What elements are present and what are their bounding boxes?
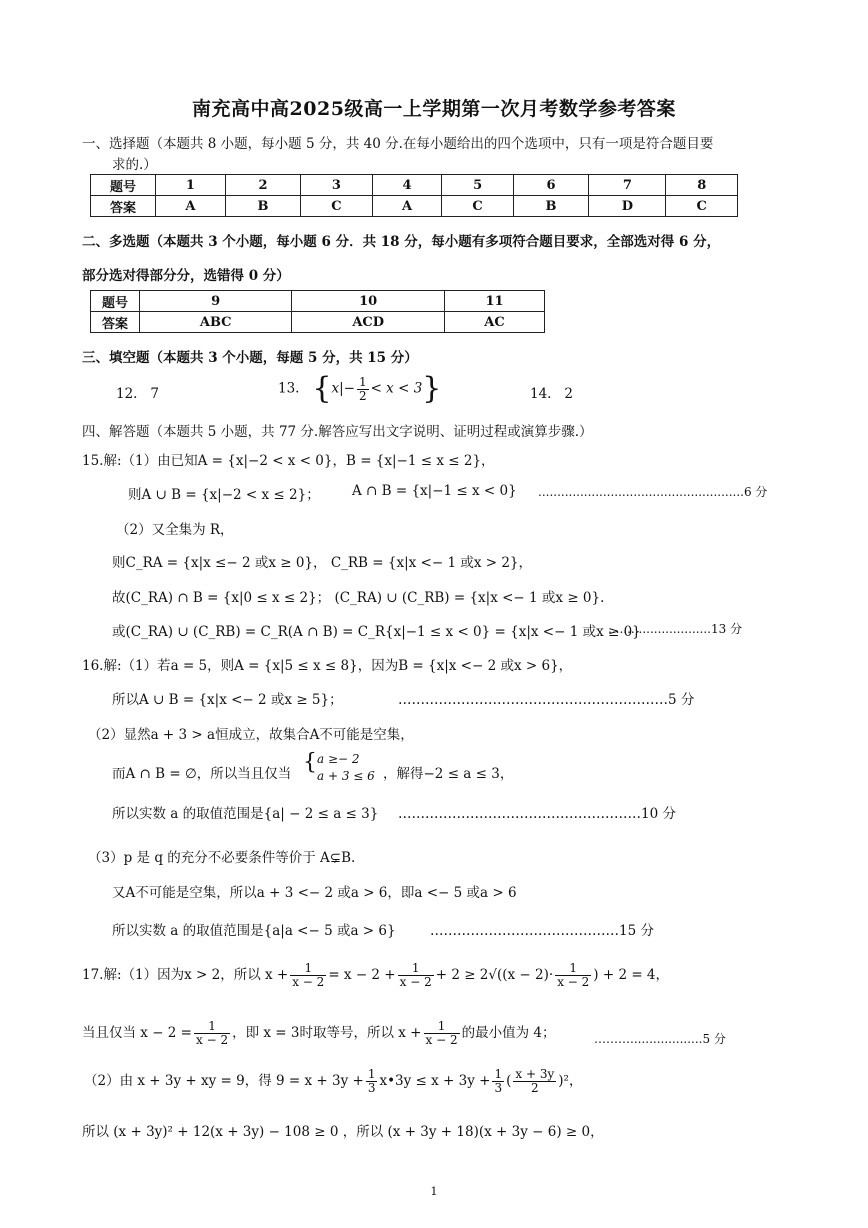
- table-cell: A: [156, 196, 226, 217]
- table-cell: 6: [513, 175, 588, 196]
- solution-line: 故(C_RA) ∩ B = {x|0 ≤ x ≤ 2}； (C_RA) ∪ (C_RB) = {x|x <− 1 或x ≥ 0}.: [112, 590, 605, 606]
- answer-value: 2: [564, 386, 573, 402]
- answer-12: [116, 386, 159, 402]
- question-number: 13.: [278, 380, 300, 397]
- solution-line: （2）由 x + 3y + xy = 9，得 9 = x + 3y + $\frac{1}{3}$ x•3y ≤ x + 3y + $\frac{1}{3}$ ( $\frac{x + 3y}{2}$ )²，: [84, 1067, 583, 1095]
- question-number: 12.: [116, 386, 138, 402]
- table-cell: 题号: [91, 175, 156, 196]
- solution-line: 所以 (x + 3y)² + 12(x + 3y) − 108 ≥ 0 ，所以 (x + 3y + 18)(x + 3y − 6) ≥ 0，: [82, 1124, 604, 1140]
- left-brace: {: [312, 371, 332, 406]
- answer-value: 7: [150, 386, 159, 402]
- table-cell: 答案: [91, 196, 156, 217]
- solution-line: （2）显然a + 3 > a恒成立，故集合A不可能是空集，: [88, 727, 414, 743]
- table-cell: AC: [445, 312, 545, 333]
- score-marker: ……………………………………………………5 分: [398, 692, 695, 708]
- table-cell: A: [372, 196, 442, 217]
- solution-line: ，解得−2 ≤ a ≤ 3，: [383, 766, 514, 782]
- right-brace: }: [422, 371, 442, 406]
- section4-heading: 四、解答题（本题共 5 小题，共 77 分.解答应写出文字说明、证明过程或演算步骤.）: [82, 424, 593, 440]
- question-number: 14.: [530, 386, 552, 402]
- section2-heading-cont: 部分选对得部分分，选错得 0 分）: [82, 268, 290, 284]
- table-cell: B: [513, 196, 588, 217]
- section3-heading: 三、填空题（本题共 3 个小题，每题 5 分，共 15 分）: [82, 350, 418, 366]
- section1-heading-cont: 求的.）: [112, 157, 157, 173]
- table-cell: D: [589, 196, 666, 217]
- solution-line: 16.解:（1）若a = 5，则A = {x|5 ≤ x ≤ 8}，因为B = {x|x <− 2 或x > 6}，: [82, 658, 573, 674]
- score-marker: ……………………………………15 分: [430, 923, 654, 939]
- solution-line: 所以实数 a 的取值范围是{a|a <− 5 或a > 6}: [112, 923, 396, 939]
- table-cell: 11: [445, 291, 545, 312]
- solution-line: A ∩ B = {x|−1 ≤ x < 0}: [352, 483, 517, 499]
- solution-line: （2）又全集为 R，: [116, 522, 234, 538]
- answer-expr-post: < x < 3: [370, 380, 423, 397]
- solution-line: 当且仅当 x − 2 = $\frac{1}{x - 2}$ ，即 x = 3时取等号，所以 x + $\frac{1}{x - 2}$ 的最小值为 4；: [82, 1019, 556, 1047]
- score-marker: ………………………………………………10 分: [398, 806, 676, 822]
- section2-heading: 二、多选题（本题共 3 个小题，每小题 6 分．共 18 分，每小题有多项符合题目要求，全部选对得 6 分，: [82, 234, 721, 250]
- table-cell: ABC: [140, 312, 292, 333]
- solution-line: a ≥− 2: [317, 752, 360, 766]
- score-marker: ...........................13 分: [608, 622, 743, 636]
- solution-line: 而A ∩ B = ∅，所以当且仅当: [112, 766, 292, 782]
- solution-line: a + 3 ≤ 6: [317, 769, 375, 783]
- table-cell: 2: [225, 175, 300, 196]
- table-cell: 9: [140, 291, 292, 312]
- solution-line: 则C_RA = {x|x ≤− 2 或x ≥ 0}， C_RB = {x|x <− 1 或x > 2}，: [112, 555, 533, 571]
- answer-14: [530, 386, 573, 402]
- solution-line: 15.解:（1）由已知A = {x|−2 < x < 0}，B = {x|−1 ≤ x ≤ 2}，: [82, 453, 495, 469]
- table-row: [91, 291, 545, 312]
- score-marker: ………...................5 分: [594, 1032, 726, 1046]
- table-cell: C: [442, 196, 513, 217]
- table-cell: B: [225, 196, 300, 217]
- table-cell: 7: [589, 175, 666, 196]
- section2-answer-table: [90, 290, 545, 333]
- section1-heading: 一、选择题（本题共 8 小题，每小题 5 分，共 40 分.在每小题给出的四个选项中，只有一项是符合题目要: [82, 136, 714, 152]
- table-cell: C: [301, 196, 372, 217]
- table-cell: 5: [442, 175, 513, 196]
- answer-expr-pre: x|−: [331, 380, 355, 397]
- table-cell: 4: [372, 175, 442, 196]
- solution-line: 17.解:（1）因为x > 2，所以 x + $\frac{1}{x - 2}$ = x − 2 + $\frac{1}{x - 2}$ + 2 ≥ 2√((x − 2)· $\frac{1}{x - 2}$ ) + 2 = 4，: [82, 961, 670, 989]
- left-brace: {: [303, 750, 317, 775]
- table-row: [91, 175, 738, 196]
- solution-line: 或(C_RA) ∪ (C_RB) = C_R(A ∩ B) = C_R{x|−1 ≤ x < 0} = {x|x <− 1 或x ≥ 0}: [112, 624, 641, 640]
- solution-line: 又A不可能是空集，所以a + 3 <− 2 或a > 6，即a <− 5 或a > 6: [112, 885, 517, 901]
- table-row: [91, 312, 545, 333]
- table-cell: 8: [666, 175, 738, 196]
- answer-13: [278, 371, 442, 406]
- page-title: 南充高中高2025级高一上学期第一次月考数学参考答案: [192, 98, 676, 120]
- table-cell: 题号: [91, 291, 140, 312]
- table-cell: C: [666, 196, 738, 217]
- table-cell: 3: [301, 175, 372, 196]
- table-row: [91, 196, 738, 217]
- solution-line: 所以A ∪ B = {x|x <− 2 或x ≥ 5}；: [112, 692, 343, 708]
- table-cell: 答案: [91, 312, 140, 333]
- table-cell: 10: [292, 291, 445, 312]
- page-number: 1: [430, 1185, 438, 1198]
- solution-line: 则A ∪ B = {x|−2 < x ≤ 2}；: [128, 487, 320, 503]
- solution-line: （3）p 是 q 的充分不必要条件等价于 A⊊B.: [88, 850, 356, 866]
- section1-answer-table: [90, 174, 738, 217]
- table-cell: 1: [156, 175, 226, 196]
- solution-line: 所以实数 a 的取值范围是{a| − 2 ≤ a ≤ 3}: [112, 806, 379, 822]
- table-cell: ACD: [292, 312, 445, 333]
- score-marker: ......................................................6 分: [538, 485, 768, 499]
- fraction: $\frac{1}{2}$: [358, 374, 367, 403]
